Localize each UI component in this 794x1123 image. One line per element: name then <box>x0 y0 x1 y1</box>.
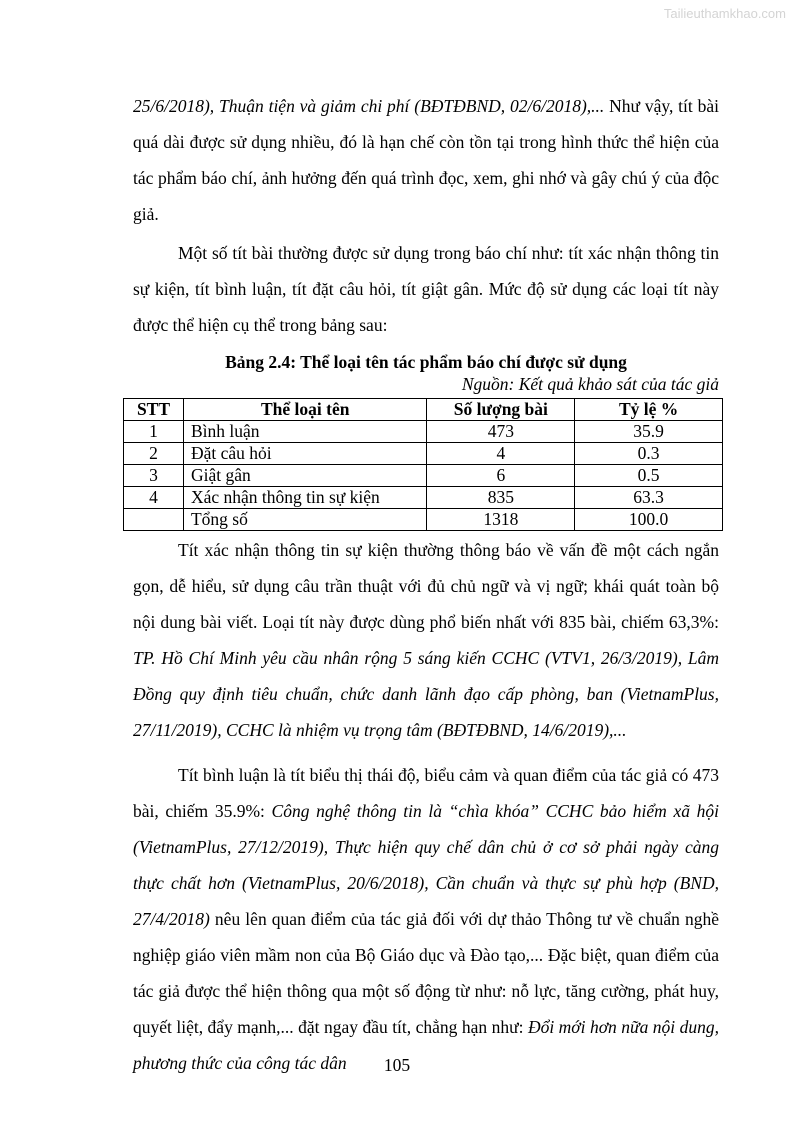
header-stt: STT <box>124 399 184 421</box>
cell-percent: 100.0 <box>575 509 723 531</box>
cell-percent: 35.9 <box>575 421 723 443</box>
page-number: 105 <box>383 1055 411 1075</box>
cell-count: 1318 <box>427 509 575 531</box>
table-source: Nguồn: Kết quả khảo sát của tác giả <box>461 374 719 394</box>
watermark: Tailieuthamkhao.com <box>663 6 786 21</box>
header-count: Số lượng bài <box>427 399 575 421</box>
cell-type: Xác nhận thông tin sự kiện <box>183 487 427 509</box>
table-caption: Bảng 2.4: Thể loại tên tác phẩm báo chí được sử dụng <box>225 352 627 372</box>
cell-stt <box>124 509 184 531</box>
cell-stt: 2 <box>124 443 184 465</box>
body-text: Như vậy, tít bài quá dài được sử dụng nhiều, đó là hạn chế còn tồn tại trong hình thức thể hiện của tác phẩm báo chí, ảnh hưởng đến quá trình đọc, xem, ghi nhớ và gây chú ý của độc giả. <box>133 96 719 224</box>
citation-text: TP. Hồ Chí Minh yêu cầu nhân rộng 5 sáng kiến CCHC (VTV1, 26/3/2019), Lâm Đồng quy định tiêu chuẩn, chức danh lãnh đạo cấp phòng, ban (VietnamPlus, 27/11/2019), CCHC là nhiệm vụ trọng tâm (BĐTĐBND, 14/6/2019),... <box>133 648 719 740</box>
cell-count: 4 <box>427 443 575 465</box>
table-header-row <box>124 399 723 421</box>
paragraph-2: Một số tít bài thường được sử dụng trong báo chí như: tít xác nhận thông tin sự kiện, tít bình luận, tít đặt câu hỏi, tít giật gân. Mức độ sử dụng các loại tít này được thể hiện cụ thể trong bảng sau: <box>133 243 719 335</box>
table-row <box>124 487 723 509</box>
cell-type: Đặt câu hỏi <box>183 443 427 465</box>
body-text: Tít xác nhận thông tin sự kiện thường thông báo về vấn đề một cách ngắn gọn, dễ hiểu, sử dụng câu trần thuật với đủ chủ ngữ và vị ngữ; khái quát toàn bộ nội dung bài viết. Loại tít này được dùng phổ biến nhất với 835 bài, chiếm 63,3%: <box>133 540 719 632</box>
data-table <box>123 398 723 531</box>
cell-percent: 0.5 <box>575 465 723 487</box>
table-total-row <box>124 509 723 531</box>
citation-text: 25/6/2018), Thuận tiện và giảm chi phí (BĐTĐBND, 02/6/2018),... <box>133 96 605 116</box>
paragraph-1 <box>133 88 719 232</box>
header-percent: Tỷ lệ % <box>575 399 723 421</box>
cell-count: 6 <box>427 465 575 487</box>
paragraph-3 <box>133 532 719 748</box>
cell-stt: 3 <box>124 465 184 487</box>
table-row <box>124 443 723 465</box>
page-content <box>133 88 719 1081</box>
citation-text: Đổi mới hơn nữa nội dung, phương thức của công tác dân <box>133 1017 719 1073</box>
cell-type: Giật gân <box>183 465 427 487</box>
paragraph-4 <box>133 757 719 1081</box>
cell-count: 835 <box>427 487 575 509</box>
header-type: Thể loại tên <box>183 399 427 421</box>
cell-type: Tổng số <box>183 509 427 531</box>
cell-percent: 63.3 <box>575 487 723 509</box>
body-text: nêu lên quan điểm của tác giả đối với dự thảo Thông tư về chuẩn nghề nghiệp giáo viên mầm non của Bộ Giáo dục và Đào tạo,... Đặc biệt, quan điểm của tác giả được thể hiện thông qua một số động từ như: nỗ lực, tăng cường, phát huy, quyết liệt, đẩy mạnh,... đặt ngay đầu tít, chẳng hạn như: <box>133 909 719 1037</box>
cell-type: Bình luận <box>183 421 427 443</box>
table-row <box>124 465 723 487</box>
table-row <box>124 421 723 443</box>
citation-text: Công nghệ thông tin là “chìa khóa” CCHC bảo hiểm xã hội (VietnamPlus, 27/12/2019), Thực hiện quy chế dân chủ ở cơ sở phải ngày càng thực chất hơn (VietnamPlus, 20/6/2018), Cần chuẩn và thực sự phù hợp (BND, 27/4/2018) <box>133 801 719 929</box>
cell-stt: 1 <box>124 421 184 443</box>
cell-count: 473 <box>427 421 575 443</box>
cell-percent: 0.3 <box>575 443 723 465</box>
body-text: Tít bình luận là tít biểu thị thái độ, biểu cảm và quan điểm của tác giả có 473 bài, chiếm 35.9%: <box>133 765 719 821</box>
cell-stt: 4 <box>124 487 184 509</box>
